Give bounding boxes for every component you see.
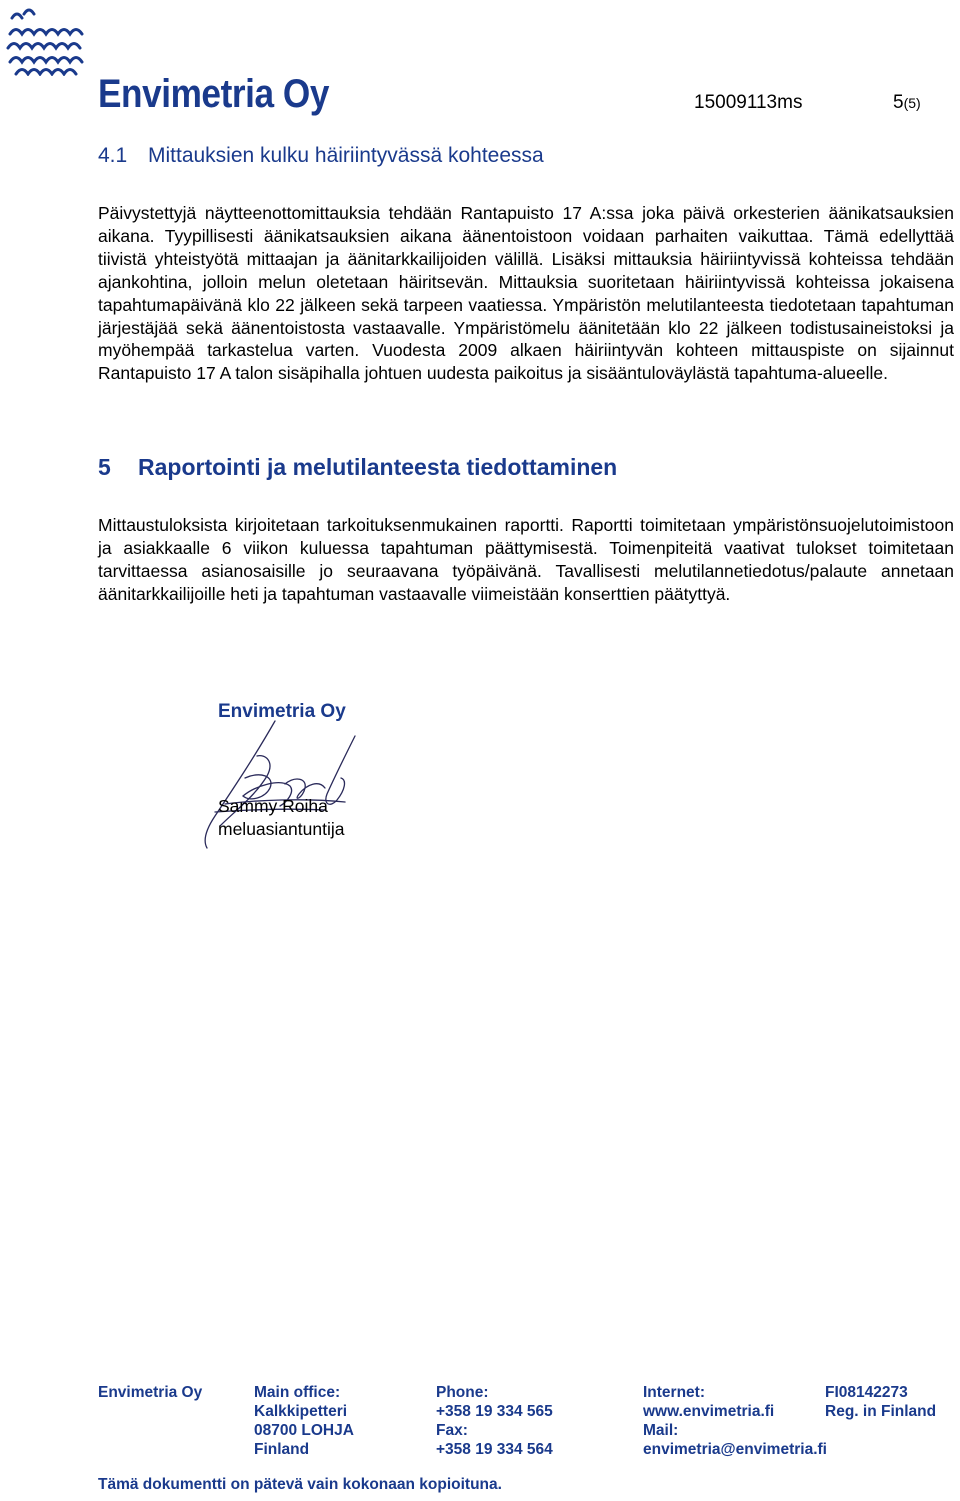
section-4-1-heading: 4.1 Mittauksien kulku häiriintyvässä kohteessa	[98, 144, 544, 167]
footer-disclaimer: Tämä dokumentti on pätevä vain kokonaan kopioituna.	[98, 1476, 502, 1493]
page-number: 5(5)	[893, 92, 921, 113]
footer-office-street: Kalkkipetteri	[254, 1403, 348, 1420]
footer-internet-column	[643, 1383, 827, 1459]
signatory-name: Sammy Roiha	[218, 796, 328, 816]
footer-business-id: FI08142273	[825, 1384, 908, 1401]
section-4-1-paragraph: Päivystettyjä näytteenottomittauksia tehdään Rantapuisto 17 A:ssa joka päivä orkesterien äänikatsauksien aikana. Tyypillisesti äänikatsauksien aikana äänentoistoon voidaan parhaiten vaikuttaa. Tämä edellyttää tiivistä yhteistyötä mittaajan ja äänitarkkailijoiden välillä. Lisäksi mittauksia häiriintyvissä kohteissa tehdään ajankohtina, jolloin melun oletetaan häiritsevän. Mittauksia suoritetaan häiriintyvissä kohteissa jokaisena tapahtumapäivänä klo 22 jälkeen sekä tarpeen vaatiessa. Ympäristön melutilanteesta tiedotetaan tapahtuman järjestäjää sekä äänentoistosta vastaavalle. Ympäristömelu äänitetään klo 22 jälkeen todistusaineistoksi ja myöhempää tarkastelua varten. Vuodesta 2009 alkaen häiriintyvän kohteen mittauspiste on sijainnut Rantapuisto 17 A talon sisäpihalla johtuen uudesta paikoitus ja sisääntuloväylästä tapahtuma-alueelle.	[98, 203, 954, 384]
signature-company: Envimetria Oy	[218, 701, 346, 722]
footer-email-link[interactable]: envimetria@envimetria.fi	[643, 1441, 827, 1458]
footer-registration-column	[825, 1383, 936, 1421]
footer-phone-label: Phone:	[436, 1384, 489, 1401]
footer-office-postal: 08700 LOHJA	[254, 1422, 354, 1439]
footer-office-column	[254, 1383, 354, 1459]
footer-phone-column	[436, 1383, 553, 1459]
section-5-heading: 5 Raportointi ja melutilanteesta tiedottaminen	[98, 454, 618, 480]
footer-fax-label: Fax:	[436, 1422, 468, 1439]
signatory-title: meluasiantuntija	[218, 819, 345, 839]
footer-internet-label: Internet:	[643, 1384, 705, 1401]
footer-website-link[interactable]: www.envimetria.fi	[643, 1403, 775, 1420]
section-5-paragraph: Mittaustuloksista kirjoitetaan tarkoituksenmukainen raportti. Raportti toimitetaan ympäristönsuojelutoimistoon ja asiakkaalle 6 viikon kuluessa tapahtuman päättymisestä. Toimenpiteitä vaativat tulokset toimitetaan tarvittaessa asianosaisille jo seuraavana työpäivänä. Tavallisesti melutilannetiedotus/palaute annetaan äänitarkkailijoille heti ja tapahtuman vastaavalle viimeistään konserttien päätyttyä.	[98, 515, 954, 604]
footer-fax-number: +358 19 334 564	[436, 1441, 553, 1458]
footer-company: Envimetria Oy	[98, 1384, 203, 1401]
document-reference: 15009113ms	[694, 92, 803, 113]
footer-office-label: Main office:	[254, 1384, 341, 1401]
company-logo	[6, 4, 88, 76]
footer-registration-country: Reg. in Finland	[825, 1403, 937, 1420]
footer-phone-number: +358 19 334 565	[436, 1403, 553, 1420]
footer-company-column	[98, 1383, 202, 1402]
footer-mail-label: Mail:	[643, 1422, 679, 1439]
company-name: Envimetria Oy	[98, 72, 330, 116]
footer-office-country: Finland	[254, 1441, 310, 1458]
